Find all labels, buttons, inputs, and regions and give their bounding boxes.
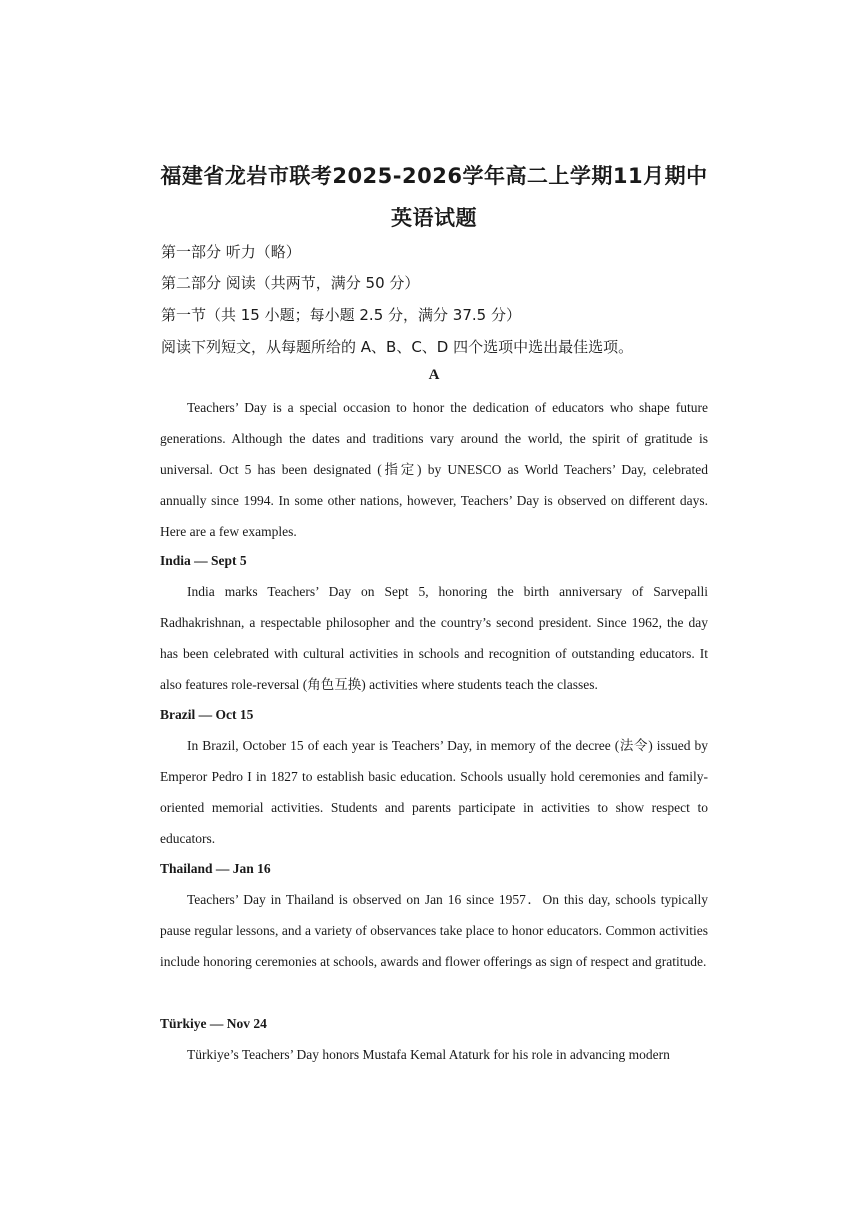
india-paragraph: India marks Teachers’ Day on Sept 5, honoring the birth anniversary of Sarvepalli Radhakrishnan, a respectable philosopher and the country’s second president. Since 1962, the day has been celebrated with cultural activities in schools and recognition of outstanding educators. It also features role-reversal (角色互换) activities where students teach the classes.: [160, 584, 708, 692]
directions-text: 阅读下列短文，从每题所给的 A、B、C、D 四个选项中选出最佳选项。: [161, 338, 634, 356]
thailand-paragraph: Teachers’ Day in Thailand is observed on Jan 16 since 1957．On this day, schools typically pause regular lessons, and a variety of observances take place to honor educators. Common activities include honoring ceremonies at schools, awards and flower offerings as sign of respect and gratitude.: [160, 892, 708, 969]
india-heading: India — Sept 5: [160, 553, 247, 568]
turkiye-paragraph: Türkiye’s Teachers’ Day honors Mustafa Kemal Ataturk for his role in advancing modern: [187, 1047, 670, 1062]
turkiye-heading: Türkiye — Nov 24: [160, 1016, 267, 1031]
part-two-heading: 第二部分 阅读（共两节，满分 50 分）: [161, 274, 420, 292]
brazil-paragraph: In Brazil, October 15 of each year is Teachers’ Day, in memory of the decree (法令) issued by Emperor Pedro I in 1827 to establish basic education. Schools usually hold ceremonies and family-oriented memorial activities. Students and parents participate in activities to show respect to educators.: [160, 738, 708, 846]
section-one-heading: 第一节（共 15 小题；每小题 2.5 分，满分 37.5 分）: [161, 306, 521, 324]
intro-paragraph: Teachers’ Day is a special occasion to honor the dedication of educators who shape future generations. Although the dates and traditions vary around the world, the spirit of gratitude is universal. Oct 5 has been designated (指定) by UNESCO as World Teachers’ Day, celebrated annually since 1994. In some other nations, however, Teachers’ Day is observed on different days. Here are a few examples.: [160, 400, 708, 539]
thailand-heading: Thailand — Jan 16: [160, 861, 271, 876]
exam-subject-title: 英语试题: [391, 206, 477, 230]
passage-label: A: [428, 367, 440, 383]
exam-title: 福建省龙岩市联考2025-2026学年高二上学期11月期中: [160, 164, 708, 188]
part-one-heading: 第一部分 听力（略）: [161, 243, 301, 261]
brazil-heading: Brazil — Oct 15: [160, 707, 254, 722]
